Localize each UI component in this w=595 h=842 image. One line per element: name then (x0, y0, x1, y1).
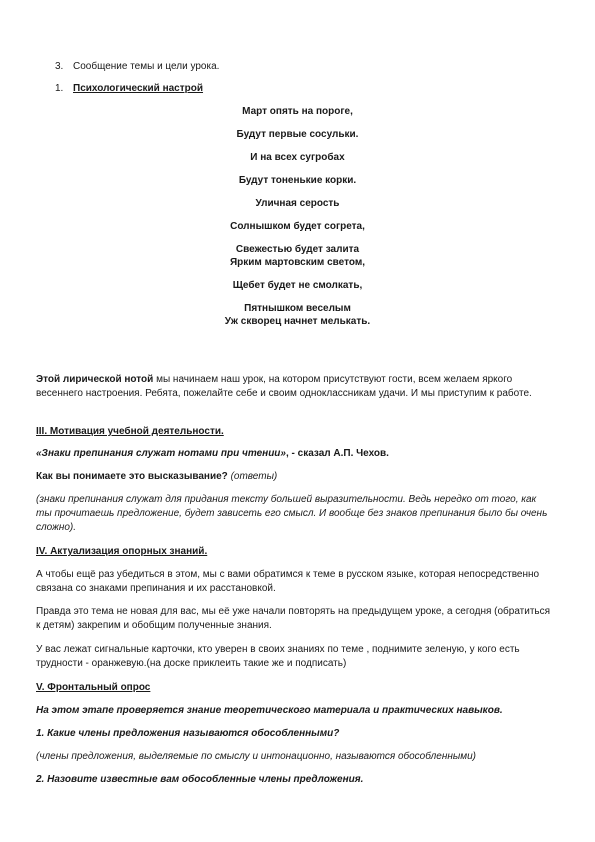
poem-line: Будут тоненькие корки. (238, 175, 357, 186)
poem-line: Ярким мартовским светом, (229, 257, 365, 268)
poem-line: И на всех сугробах (250, 152, 345, 163)
poem-line: Солнышком будет согрета, (230, 221, 365, 232)
poem-line: Пятнышком веселым (244, 303, 351, 314)
survey-question-1: 1. Какие члены предложения называются обособленными? (36, 728, 340, 739)
poem-line: Март опять на пороге, (242, 106, 353, 117)
poem-line: Будут первые сосульки. (236, 129, 359, 140)
poem-line: Щебет будет не смолкать, (232, 280, 363, 291)
poem-line: Уличная серость (255, 198, 340, 209)
survey-question-2: 2. Назовите известные вам обособленные члены предложения. (36, 774, 364, 785)
question-text: Как вы понимаете это высказывание? (36, 471, 228, 482)
paragraph: У вас лежат сигнальные карточки, кто уверен в своих знаниях по теме , поднимите зеленую, у кого есть трудности - оранжевую.(на доске приклеить такие же и подписать) (36, 644, 520, 669)
quote-author: , - сказал А.П. Чехов. (285, 448, 389, 459)
question-paragraph (36, 470, 551, 484)
section-heading-motivation: III. Мотивация учебной деятельности. (36, 426, 224, 437)
list-number: 3. (55, 61, 64, 72)
survey-lead: На этом этапе проверяется знание теоретического материала и практических навыков. (36, 705, 503, 716)
list-text: Сообщение темы и цели урока. (73, 61, 220, 72)
quote-text: «Знаки препинания служат нотами при чтении» (36, 448, 286, 459)
list-text: Психологический настрой (73, 83, 204, 94)
survey-answer-1: (члены предложения, выделяемые по смыслу и интонационно, называются обособленными) (36, 751, 476, 762)
intro-paragraph (36, 373, 551, 401)
poem-line: Уж скворец начнет мелькать. (224, 316, 371, 327)
poem-line: Свежестью будет залита (235, 244, 360, 255)
section-heading-frontal-survey: V. Фронтальный опрос (36, 682, 151, 693)
list-number: 1. (55, 83, 64, 94)
list-item-1 (55, 82, 203, 96)
intro-text: мы начинаем наш урок, на котором присутствуют гости, всем желаем яркого весеннего настроения. Ребята, пожелайте себе и своим одноклассникам удачи. И мы приступим к работе. (36, 374, 532, 399)
intro-lead: Этой лирической нотой (36, 374, 154, 385)
paragraph: Правда это тема не новая для вас, мы её уже начали повторять на предыдущем уроке, а сегодня (обратиться к детям) закрепим и обобщим полученные знания. (36, 606, 551, 631)
section-heading-actualization: IV. Актуализация опорных знаний. (36, 546, 208, 557)
list-item-3 (55, 60, 219, 74)
poem (0, 105, 595, 328)
answer-paragraph: (знаки препинания служат для придания тексту большей выразительности. Ведь нередко от того, как ты прочитаешь предложение, будет зависеть его смысл. И вообще без знаков препинания было бы очень сложно). (36, 494, 548, 533)
question-note: (ответы) (227, 471, 278, 482)
paragraph: А чтобы ещё раз убедиться в этом, мы с вами обратимся к теме в русском языке, которая непосредственно связана со знаками препинания и их расстановкой. (36, 569, 540, 594)
chekhov-quote (36, 447, 551, 461)
